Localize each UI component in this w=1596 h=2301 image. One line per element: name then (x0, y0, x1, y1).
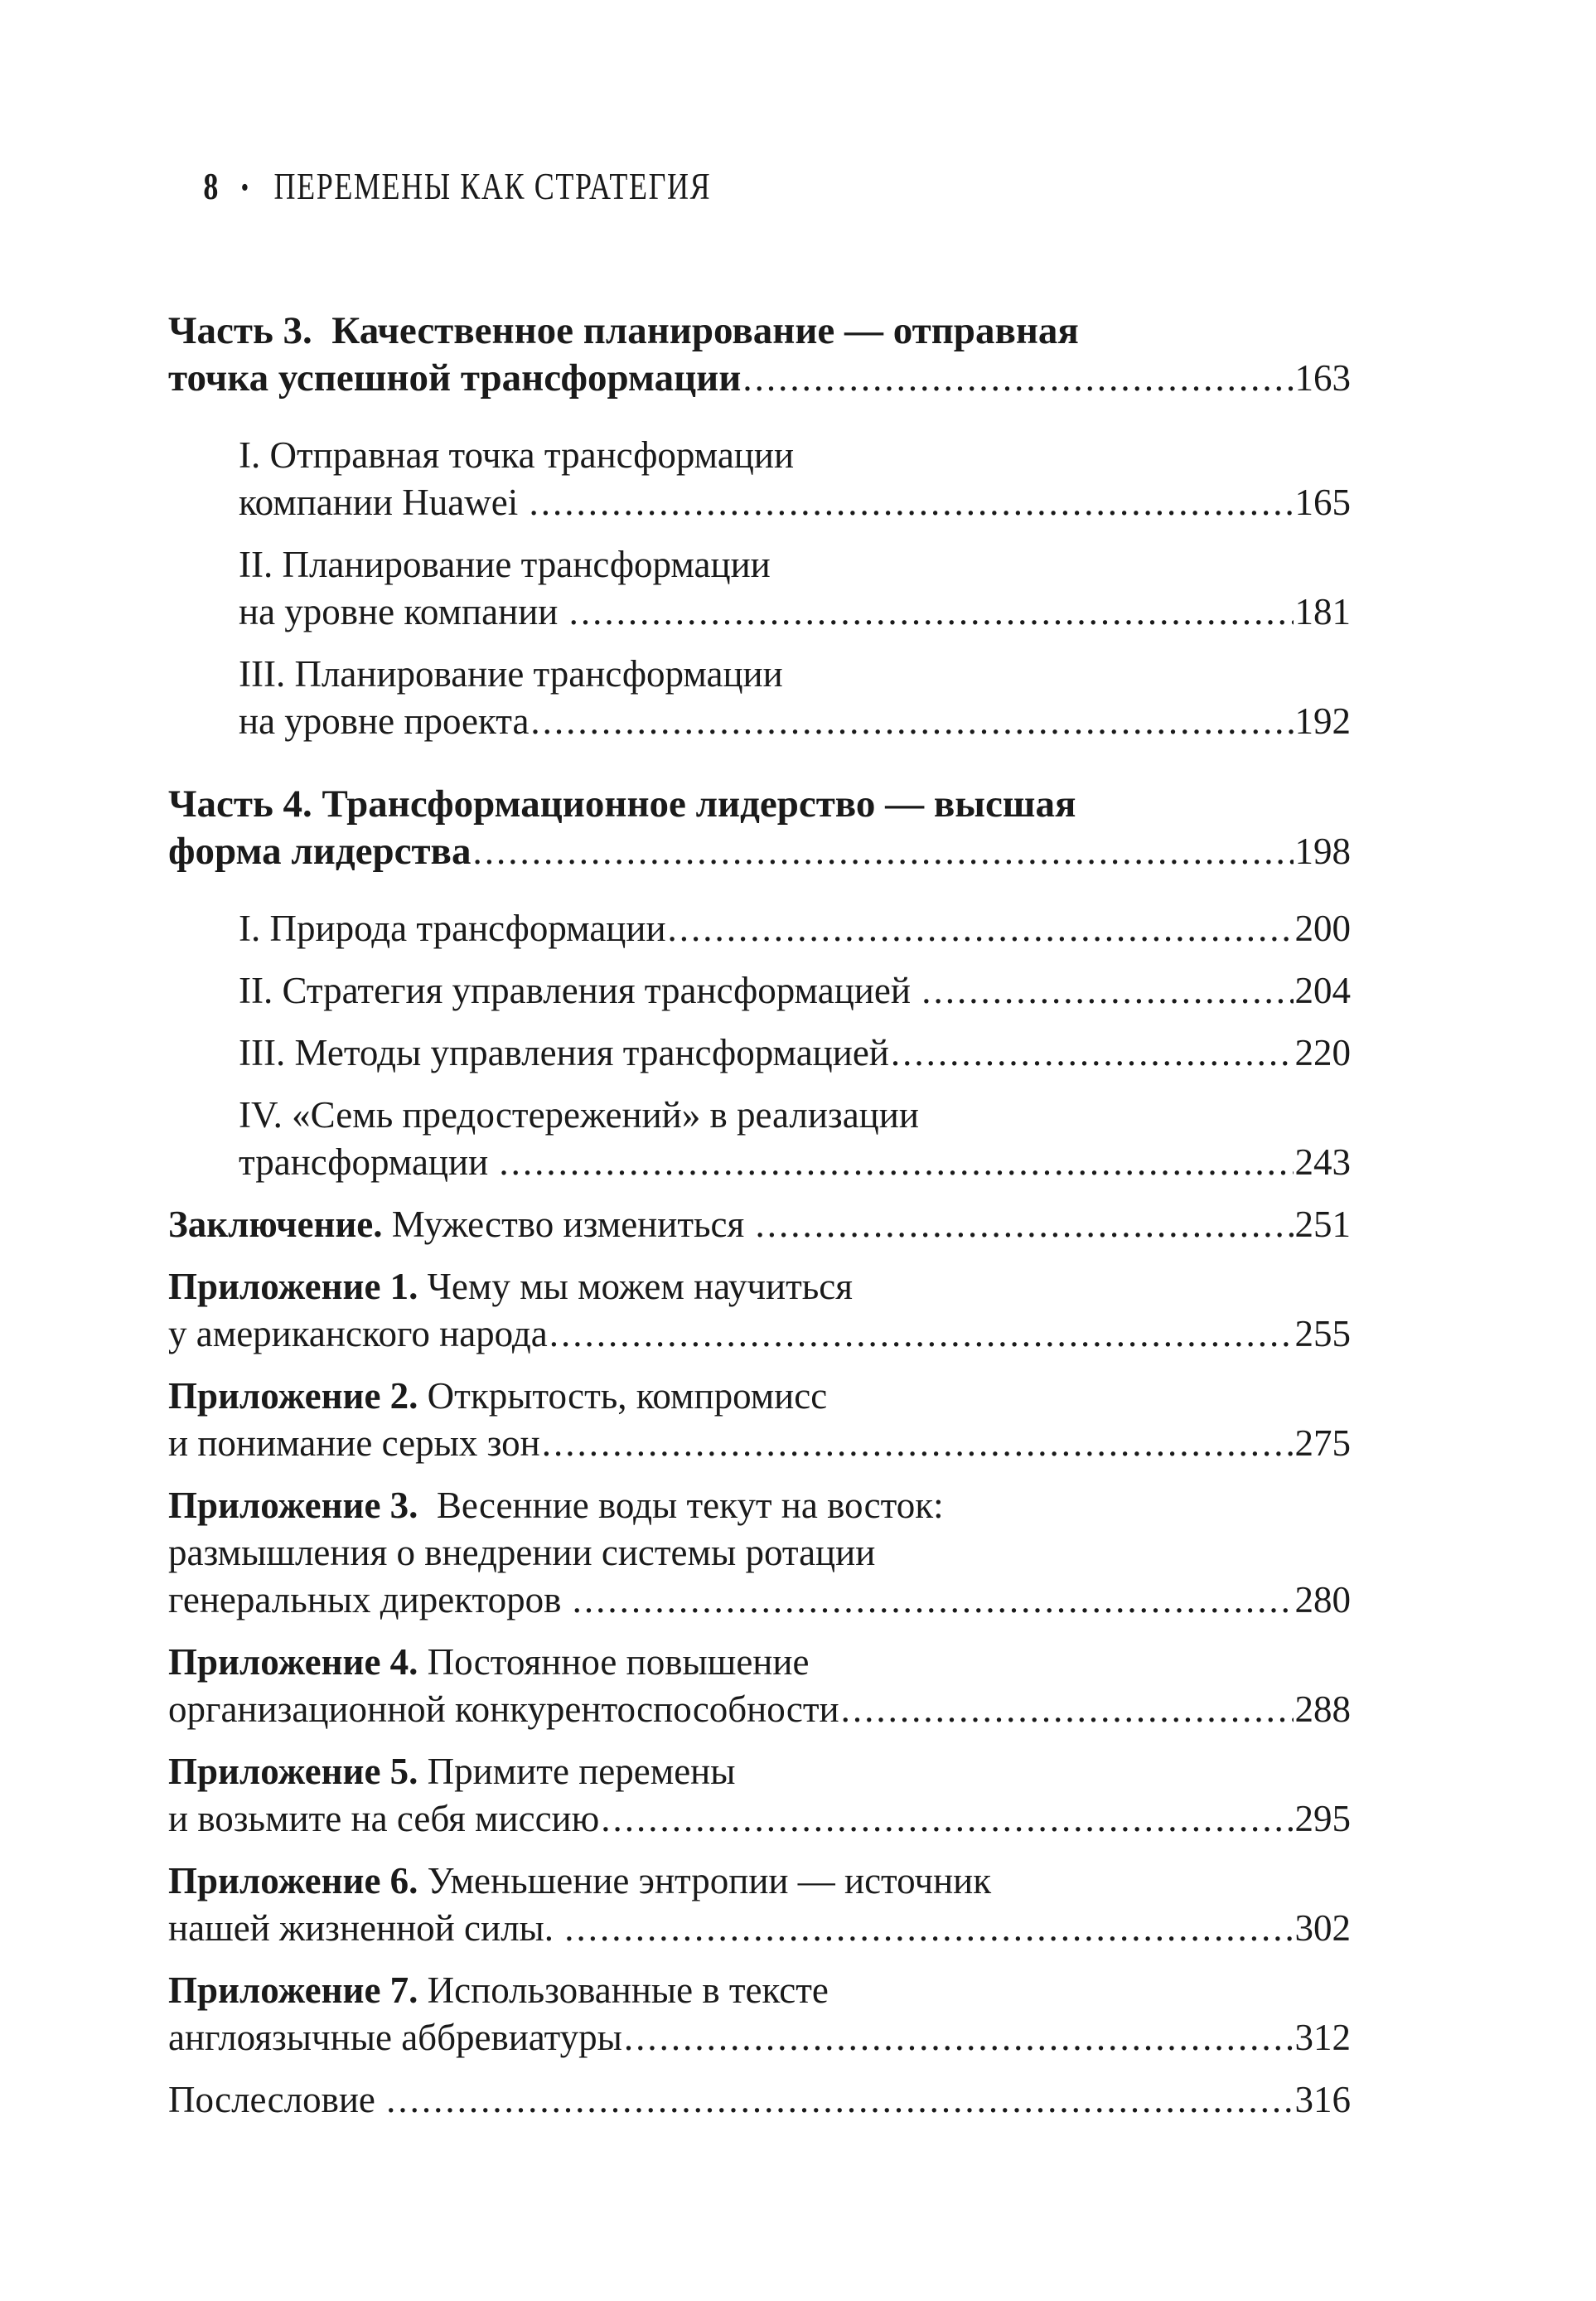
entry-text: нашей жизненной силы. (168, 1907, 563, 1949)
page-number: 255 (1294, 1313, 1351, 1354)
entry-text: у американского народа (168, 1313, 548, 1354)
page-number: 243 (1294, 1141, 1351, 1183)
toc-line (168, 1482, 1351, 1529)
entry-text: форма лидерства (168, 830, 472, 873)
toc-entry (168, 1967, 1351, 2061)
toc-entry (168, 905, 1351, 952)
page-number: 200 (1294, 908, 1351, 949)
entry-text: Приложение 7. Использованные в тексте (168, 1969, 829, 2011)
toc-line (168, 1201, 1351, 1248)
page-number: 204 (1294, 970, 1351, 1011)
entry-label: Приложение 1. (168, 1266, 418, 1307)
toc-line (168, 1029, 1351, 1077)
toc-line (168, 2014, 1351, 2061)
toc-entry (168, 967, 1351, 1015)
entry-text: Приложение 3. Весенние воды текут на восток: (168, 1485, 944, 1526)
page-number: 288 (1294, 1688, 1351, 1730)
toc-entry (168, 308, 1351, 402)
toc-entry (168, 1201, 1351, 1248)
leader-dots (542, 1420, 1294, 1467)
entry-text: компании Huawei (239, 482, 528, 523)
toc-line (168, 432, 1351, 479)
entry-label: Приложение 3. (168, 1485, 418, 1526)
entry-text: Приложение 2. Открытость, компромисс (168, 1375, 828, 1417)
page-number: 302 (1294, 1907, 1351, 1949)
bullet-separator-icon: • (240, 172, 249, 203)
entry-text: на уровне компании (239, 591, 568, 632)
page-number: 275 (1294, 1422, 1351, 1464)
toc-line (168, 1139, 1351, 1186)
toc-entry (168, 1263, 1351, 1358)
page-number: 251 (1294, 1204, 1351, 1245)
entry-label: Приложение 2. (168, 1375, 418, 1417)
leader-dots (564, 1905, 1293, 1952)
toc-line (168, 1686, 1351, 1733)
toc-line (168, 1529, 1351, 1577)
entry-text: Приложение 4. Постоянное повышение (168, 1641, 810, 1683)
toc-entry (168, 781, 1351, 875)
entry-text: Приложение 6. Уменьшение энтропии — источник (168, 1860, 992, 1901)
page-number: 198 (1294, 831, 1351, 872)
entry-label: Приложение 4. (168, 1641, 418, 1683)
leader-dots (624, 2014, 1294, 2061)
toc-entry (168, 1748, 1351, 1843)
entry-text: III. Планирование трансформации (239, 653, 783, 695)
toc-line (168, 1092, 1351, 1139)
leader-dots (569, 589, 1294, 636)
entry-text: Послесловие (168, 2079, 385, 2120)
leader-dots (841, 1686, 1294, 1733)
page-number: 181 (1294, 591, 1351, 632)
toc-line (168, 1858, 1351, 1905)
leader-dots (601, 1795, 1293, 1843)
entry-label: Приложение 7. (168, 1969, 418, 2011)
entry-text: генеральных директоров (168, 1579, 571, 1620)
leader-dots (530, 698, 1293, 745)
table-of-contents (168, 308, 1351, 2124)
toc-line (168, 1373, 1351, 1420)
leader-dots (499, 1139, 1293, 1186)
page-number: 316 (1294, 2079, 1351, 2120)
leader-dots (529, 479, 1293, 526)
leader-dots (573, 1577, 1294, 1624)
entry-label: Приложение 5. (168, 1751, 418, 1792)
toc-line (168, 1263, 1351, 1310)
toc-line (168, 828, 1351, 875)
toc-line (168, 1577, 1351, 1624)
entry-label: Приложение 6. (168, 1860, 418, 1901)
toc-line (168, 698, 1351, 745)
leader-dots (742, 355, 1293, 402)
toc-line (168, 308, 1351, 355)
entry-text: III. Методы управления трансформацией (239, 1032, 889, 1073)
entry-text: Приложение 5. Примите перемены (168, 1751, 736, 1792)
toc-line (168, 967, 1351, 1015)
toc-line (168, 541, 1351, 589)
toc-line (168, 1967, 1351, 2014)
leader-dots (472, 828, 1293, 875)
entry-text: Заключение. Мужество измениться (168, 1204, 754, 1245)
entry-label: Заключение. (168, 1204, 383, 1245)
toc-entry (168, 541, 1351, 636)
entry-text: I. Природа трансформации (239, 908, 666, 949)
book-title: ПЕРЕМЕНЫ КАК СТРАТЕГИЯ (273, 166, 712, 207)
toc-line (168, 1795, 1351, 1843)
entry-text: II. Планирование трансформации (239, 544, 771, 585)
toc-line (168, 905, 1351, 952)
entry-text: точка успешной трансформации (168, 356, 742, 400)
entry-text: организационной конкурентоспособности (168, 1688, 839, 1730)
folio-page-number: 8 (203, 166, 219, 207)
page-number: 192 (1294, 700, 1351, 742)
toc-line (168, 1420, 1351, 1467)
toc-entry (168, 1373, 1351, 1467)
entry-text: IV. «Семь предостережений» в реализации (239, 1094, 919, 1136)
leader-dots (386, 2076, 1293, 2124)
entry-text: и возьмите на себя миссию (168, 1798, 600, 1839)
leader-dots (668, 905, 1294, 952)
toc-entry (168, 432, 1351, 526)
page-number: 163 (1294, 357, 1351, 399)
toc-entry (168, 1029, 1351, 1077)
page-number: 280 (1294, 1579, 1351, 1620)
leader-dots (921, 967, 1293, 1015)
entry-text: англоязычные аббревиатуры (168, 2017, 622, 2058)
toc-line (168, 1639, 1351, 1686)
toc-line (168, 355, 1351, 402)
entry-text: трансформации (239, 1141, 498, 1183)
entry-text: на уровне проекта (239, 700, 530, 742)
toc-entry (168, 1092, 1351, 1186)
page-number: 295 (1294, 1798, 1351, 1839)
toc-line (168, 1310, 1351, 1358)
running-header (168, 124, 1115, 250)
toc-line (168, 1748, 1351, 1795)
entry-text: Часть 3. Качественное планирование — отправная (168, 309, 1079, 352)
toc-entry (168, 1858, 1351, 1952)
toc-entry (168, 651, 1351, 745)
toc-line (168, 589, 1351, 636)
entry-text: и понимание серых зон (168, 1422, 540, 1464)
page-number: 220 (1294, 1032, 1351, 1073)
toc-line (168, 479, 1351, 526)
entry-text: I. Отправная точка трансформации (239, 434, 795, 476)
toc-line (168, 781, 1351, 828)
toc-line (168, 1905, 1351, 1952)
leader-dots (549, 1310, 1294, 1358)
leader-dots (755, 1201, 1293, 1248)
toc-line (168, 2076, 1351, 2124)
toc-entry (168, 2076, 1351, 2124)
page-number: 312 (1294, 2017, 1351, 2058)
entry-text: II. Стратегия управления трансформацией (239, 970, 921, 1011)
toc-entry (168, 1482, 1351, 1624)
entry-text: Часть 4. Трансформационное лидерство — высшая (168, 782, 1076, 826)
leader-dots (891, 1029, 1294, 1077)
entry-text: размышления о внедрении системы ротации (168, 1532, 876, 1573)
toc-entry (168, 1639, 1351, 1733)
toc-line (168, 651, 1351, 698)
page-number: 165 (1294, 482, 1351, 523)
entry-text: Приложение 1. Чему мы можем научиться (168, 1266, 853, 1307)
